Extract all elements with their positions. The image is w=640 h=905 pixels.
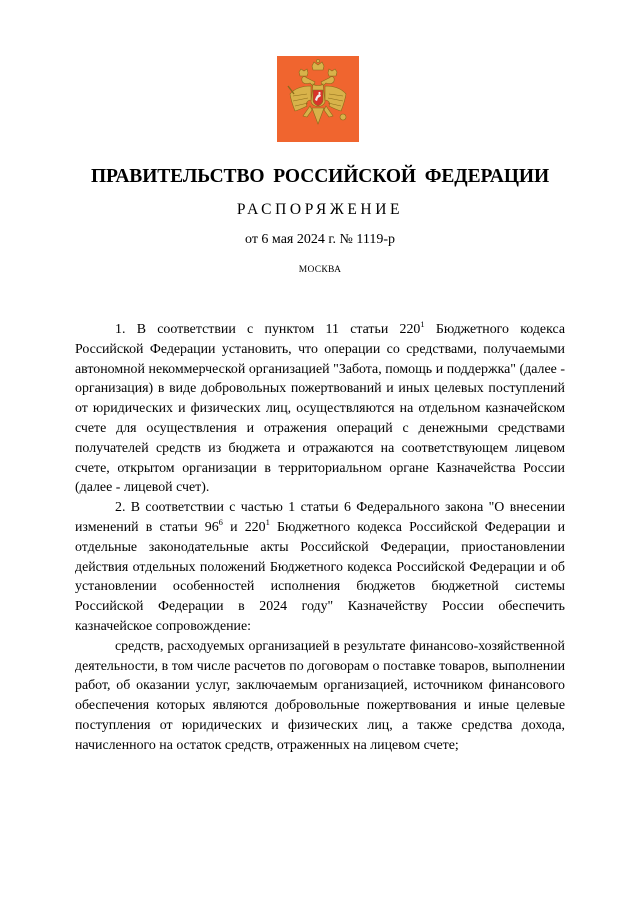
paragraph-2: 2. В соответствии с частью 1 статьи 6 Федерального закона "О внесении изменений в статьи $96^6$ и $220^1$ Бюджетного кодекса Российской Федерации и отдельные законодательные акты Российской Федерации, приостановлении действия отдельных положений Бюджетного кодекса Российской Федерации и об установлении особенностей исполнения бюджетов бюджетной системы Российской Федерации в 2024 году" Казначейству России обеспечить казначейское сопровождение: — [75, 500, 566, 634]
government-title: ПРАВИТЕЛЬСТВО РОССИЙСКОЙ ФЕДЕРАЦИИ — [90, 166, 550, 187]
document-date-number: от 6 мая 2024 г. № 1119-р — [245, 232, 395, 247]
paragraph-1: 1. В соответствии с пунктом 11 статьи $220^1$ Бюджетного кодекса Российской Федерации установить, что операции со средствами, получаемыми автономной некоммерческой организацией "Забота, помощь и поддержка" (далее - организация) в виде добровольных пожертвований и иных целевых поступлений от юридических и физических лиц, осуществляются на отдельном казначейском счете для осуществления и отражения операций с денежными средствами получателей средств из бюджета и отражаются на соответствующем лицевом счете, открытом организации в территориальном органе Казначейства России (далее - лицевой счет). — [75, 319, 565, 496]
document-body — [75, 320, 565, 756]
document-type: РАСПОРЯЖЕНИЕ — [236, 201, 404, 218]
paragraph-3: средств, расходуемых организацией в результате финансово-хозяйственной деятельности, в том числе расчетов по договорам о поставке товаров, выполнении работ, об оказании услуг, заключаемым организацией, источником финансового обеспечения которых являются добровольные пожертвования и иные целевые поступления от юридических и физических лиц, а также средства дохода, начисленного на остаток средств, отраженных на лицевом счете; — [75, 638, 565, 753]
document-city: МОСКВА — [298, 265, 342, 275]
russian-coat-of-arms-icon — [277, 56, 359, 142]
